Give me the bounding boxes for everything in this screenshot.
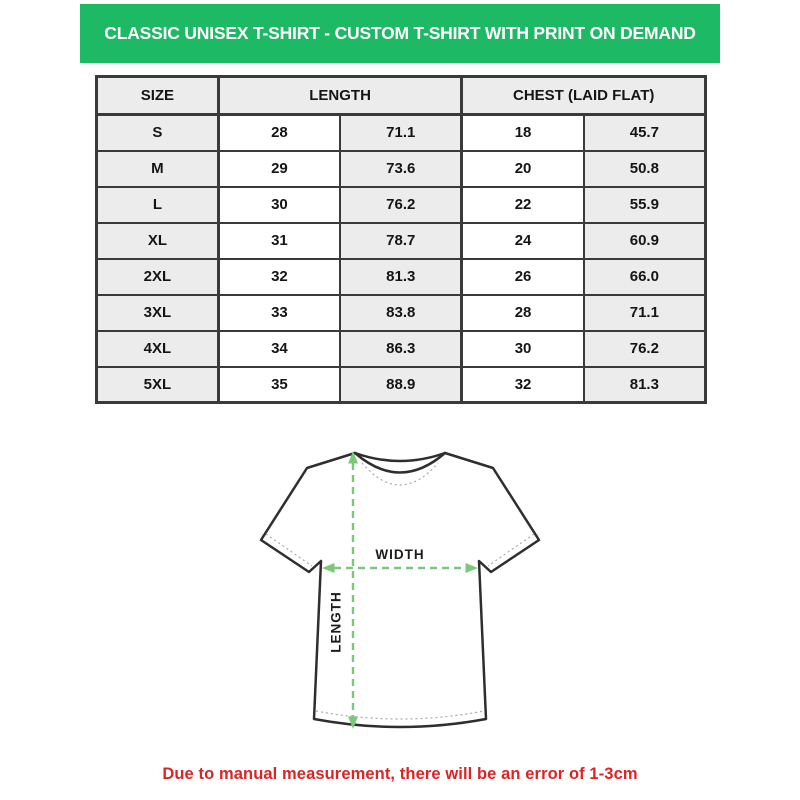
length-in-cell: 29: [218, 151, 340, 187]
chest-cm-cell: 71.1: [584, 295, 706, 331]
title-banner: [80, 4, 720, 63]
size-cell: 4XL: [97, 331, 219, 367]
length-in-cell: 28: [218, 115, 340, 151]
size-cell: L: [97, 187, 219, 223]
table-row: [97, 367, 706, 403]
size-cell: 3XL: [97, 295, 219, 331]
length-in-cell: 34: [218, 331, 340, 367]
chest-in-cell: 20: [462, 151, 584, 187]
width-label: WIDTH: [375, 547, 425, 562]
chest-cm-cell: 76.2: [584, 331, 706, 367]
chest-in-cell: 22: [462, 187, 584, 223]
chest-cm-cell: 60.9: [584, 223, 706, 259]
chest-cm-cell: 55.9: [584, 187, 706, 223]
table-row: [97, 331, 706, 367]
length-in-cell: 32: [218, 259, 340, 295]
chest-in-cell: 30: [462, 331, 584, 367]
length-cm-cell: 88.9: [340, 367, 462, 403]
length-in-cell: 30: [218, 187, 340, 223]
table-row: [97, 223, 706, 259]
chest-in-cell: 32: [462, 367, 584, 403]
table-header-row: [97, 77, 706, 115]
chest-cm-cell: 45.7: [584, 115, 706, 151]
size-cell: S: [97, 115, 219, 151]
table-row: [97, 151, 706, 187]
size-cell: 5XL: [97, 367, 219, 403]
col-header-size: SIZE: [97, 77, 219, 115]
measurement-error-note: Due to manual measurement, there will be an error of 1-3cm: [162, 765, 638, 783]
table-row: [97, 187, 706, 223]
length-cm-cell: 73.6: [340, 151, 462, 187]
size-chart-table: [95, 75, 707, 404]
length-cm-cell: 81.3: [340, 259, 462, 295]
length-cm-cell: 78.7: [340, 223, 462, 259]
tshirt-measurement-diagram: [240, 440, 560, 760]
size-cell: 2XL: [97, 259, 219, 295]
table-row: [97, 259, 706, 295]
chest-cm-cell: 50.8: [584, 151, 706, 187]
col-header-chest: CHEST (LAID FLAT): [462, 77, 706, 115]
length-cm-cell: 76.2: [340, 187, 462, 223]
table-row: [97, 295, 706, 331]
page-title: CLASSIC UNISEX T-SHIRT - CUSTOM T-SHIRT WITH PRINT ON DEMAND: [104, 23, 696, 43]
size-cell: M: [97, 151, 219, 187]
chest-in-cell: 24: [462, 223, 584, 259]
length-in-cell: 31: [218, 223, 340, 259]
length-in-cell: 33: [218, 295, 340, 331]
chest-in-cell: 26: [462, 259, 584, 295]
length-cm-cell: 71.1: [340, 115, 462, 151]
length-cm-cell: 83.8: [340, 295, 462, 331]
length-label: LENGTH: [328, 591, 344, 653]
chest-cm-cell: 66.0: [584, 259, 706, 295]
chest-cm-cell: 81.3: [584, 367, 706, 403]
tshirt-outline: [261, 453, 539, 727]
chest-in-cell: 28: [462, 295, 584, 331]
size-cell: XL: [97, 223, 219, 259]
length-in-cell: 35: [218, 367, 340, 403]
col-header-length: LENGTH: [218, 77, 462, 115]
length-cm-cell: 86.3: [340, 331, 462, 367]
table-row: [97, 115, 706, 151]
chest-in-cell: 18: [462, 115, 584, 151]
